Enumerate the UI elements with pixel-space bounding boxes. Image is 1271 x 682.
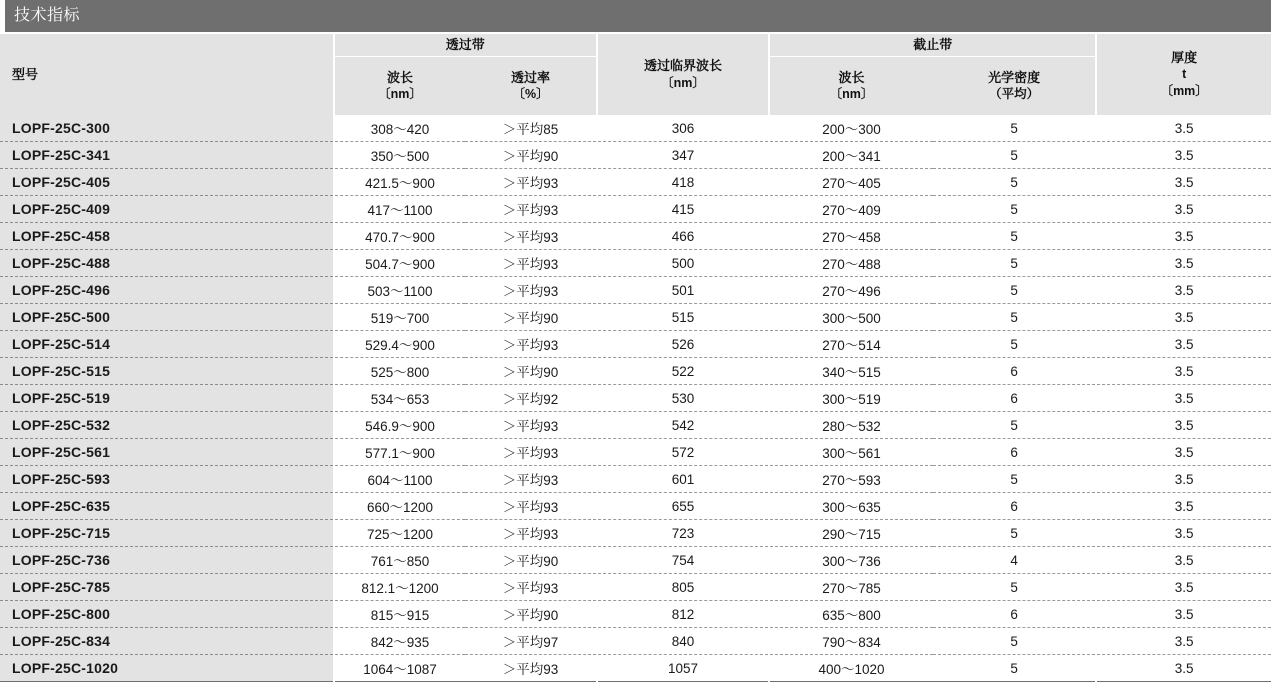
cell-stop-wavelength: 400〜1020 (769, 655, 933, 682)
cell-pass-wavelength: 815〜915 (334, 601, 466, 628)
cell-transmittance: ＞平均92 (465, 385, 597, 412)
column-header-thickness-unit: 〔mm〕 (1160, 84, 1208, 99)
cell-stop-wavelength: 270〜496 (769, 277, 933, 304)
cell-model: LOPF-25C-1020 (0, 655, 334, 682)
column-header-transmittance (465, 57, 597, 116)
cell-stop-wavelength: 270〜514 (769, 331, 933, 358)
cell-model: LOPF-25C-514 (0, 331, 334, 358)
cell-pass-wavelength: 577.1〜900 (334, 439, 466, 466)
cell-transmittance: ＞平均90 (465, 304, 597, 331)
table-row (0, 277, 1271, 304)
table-row (0, 331, 1271, 358)
section-title-bar (0, 0, 1271, 32)
cell-optical-density: 5 (933, 169, 1097, 196)
cell-thickness: 3.5 (1096, 223, 1271, 250)
cell-pass-wavelength: 529.4〜900 (334, 331, 466, 358)
cell-model: LOPF-25C-300 (0, 115, 334, 142)
cell-model: LOPF-25C-341 (0, 142, 334, 169)
cell-optical-density: 5 (933, 655, 1097, 682)
cell-stop-wavelength: 270〜593 (769, 466, 933, 493)
cell-model: LOPF-25C-593 (0, 466, 334, 493)
cell-model: LOPF-25C-800 (0, 601, 334, 628)
cell-transmittance: ＞平均93 (465, 655, 597, 682)
cell-pass-wavelength: 534〜653 (334, 385, 466, 412)
cell-model: LOPF-25C-834 (0, 628, 334, 655)
cell-optical-density: 5 (933, 223, 1097, 250)
cell-stop-wavelength: 270〜488 (769, 250, 933, 277)
cell-stop-wavelength: 635〜800 (769, 601, 933, 628)
column-header-stop-wavelength-label: 波长 (838, 69, 865, 85)
cell-optical-density: 5 (933, 412, 1097, 439)
column-header-optical-density-unit: （平均） (989, 87, 1040, 102)
cell-thickness: 3.5 (1096, 520, 1271, 547)
table-row (0, 655, 1271, 682)
cell-optical-density: 6 (933, 493, 1097, 520)
cell-optical-density: 5 (933, 466, 1097, 493)
cell-cutoff-wavelength: 415 (597, 196, 769, 223)
cell-transmittance: ＞平均90 (465, 358, 597, 385)
cell-transmittance: ＞平均90 (465, 142, 597, 169)
cell-transmittance: ＞平均93 (465, 277, 597, 304)
table-row (0, 574, 1271, 601)
cell-transmittance: ＞平均93 (465, 574, 597, 601)
cell-optical-density: 5 (933, 277, 1097, 304)
cell-stop-wavelength: 340〜515 (769, 358, 933, 385)
cell-cutoff-wavelength: 515 (597, 304, 769, 331)
cell-transmittance: ＞平均85 (465, 115, 597, 142)
cell-optical-density: 6 (933, 385, 1097, 412)
cell-thickness: 3.5 (1096, 466, 1271, 493)
column-group-stop-band: 截止带 (769, 34, 1096, 57)
cell-thickness: 3.5 (1096, 601, 1271, 628)
cell-cutoff-wavelength: 530 (597, 385, 769, 412)
cell-cutoff-wavelength: 840 (597, 628, 769, 655)
cell-cutoff-wavelength: 812 (597, 601, 769, 628)
cell-thickness: 3.5 (1096, 196, 1271, 223)
cell-cutoff-wavelength: 754 (597, 547, 769, 574)
cell-optical-density: 5 (933, 115, 1097, 142)
cell-thickness: 3.5 (1096, 142, 1271, 169)
cell-pass-wavelength: 470.7〜900 (334, 223, 466, 250)
cell-optical-density: 5 (933, 331, 1097, 358)
table-row (0, 628, 1271, 655)
cell-stop-wavelength: 200〜300 (769, 115, 933, 142)
cell-transmittance: ＞平均93 (465, 466, 597, 493)
cell-transmittance: ＞平均90 (465, 601, 597, 628)
cell-optical-density: 6 (933, 439, 1097, 466)
cell-thickness: 3.5 (1096, 277, 1271, 304)
column-header-cutoff-wavelength (597, 34, 769, 115)
cell-thickness: 3.5 (1096, 358, 1271, 385)
cell-thickness: 3.5 (1096, 115, 1271, 142)
cell-thickness: 3.5 (1096, 628, 1271, 655)
cell-stop-wavelength: 290〜715 (769, 520, 933, 547)
table-header-group-row (0, 34, 1271, 57)
cell-optical-density: 5 (933, 142, 1097, 169)
column-header-transmittance-label: 透过率 (511, 69, 551, 85)
column-header-stop-wavelength (769, 57, 933, 116)
cell-model: LOPF-25C-736 (0, 547, 334, 574)
table-row (0, 385, 1271, 412)
cell-model: LOPF-25C-785 (0, 574, 334, 601)
cell-thickness: 3.5 (1096, 493, 1271, 520)
cell-stop-wavelength: 270〜458 (769, 223, 933, 250)
cell-pass-wavelength: 503〜1100 (334, 277, 466, 304)
cell-thickness: 3.5 (1096, 331, 1271, 358)
cell-model: LOPF-25C-458 (0, 223, 334, 250)
cell-model: LOPF-25C-635 (0, 493, 334, 520)
cell-model: LOPF-25C-488 (0, 250, 334, 277)
table-row (0, 601, 1271, 628)
page-title: 技术指标 (14, 7, 81, 24)
cell-cutoff-wavelength: 542 (597, 412, 769, 439)
cell-model: LOPF-25C-409 (0, 196, 334, 223)
table-header (0, 34, 1271, 115)
cell-pass-wavelength: 350〜500 (334, 142, 466, 169)
cell-cutoff-wavelength: 526 (597, 331, 769, 358)
cell-transmittance: ＞平均93 (465, 250, 597, 277)
cell-pass-wavelength: 546.9〜900 (334, 412, 466, 439)
table-row (0, 115, 1271, 142)
cell-optical-density: 5 (933, 628, 1097, 655)
cell-transmittance: ＞平均93 (465, 520, 597, 547)
cell-pass-wavelength: 519〜700 (334, 304, 466, 331)
cell-stop-wavelength: 790〜834 (769, 628, 933, 655)
cell-optical-density: 5 (933, 250, 1097, 277)
cell-cutoff-wavelength: 1057 (597, 655, 769, 682)
table-row (0, 142, 1271, 169)
cell-optical-density: 6 (933, 601, 1097, 628)
cell-model: LOPF-25C-500 (0, 304, 334, 331)
cell-cutoff-wavelength: 601 (597, 466, 769, 493)
column-header-pass-wavelength-label: 波长 (387, 69, 414, 85)
column-header-optical-density (933, 57, 1097, 116)
specifications-table (0, 34, 1271, 682)
cell-model: LOPF-25C-496 (0, 277, 334, 304)
cell-optical-density: 5 (933, 196, 1097, 223)
table-row (0, 196, 1271, 223)
cell-model: LOPF-25C-519 (0, 385, 334, 412)
cell-stop-wavelength: 280〜532 (769, 412, 933, 439)
cell-pass-wavelength: 417〜1100 (334, 196, 466, 223)
table-row (0, 304, 1271, 331)
cell-model: LOPF-25C-715 (0, 520, 334, 547)
cell-pass-wavelength: 761〜850 (334, 547, 466, 574)
cell-stop-wavelength: 300〜635 (769, 493, 933, 520)
cell-stop-wavelength: 300〜561 (769, 439, 933, 466)
table-row (0, 439, 1271, 466)
cell-stop-wavelength: 300〜500 (769, 304, 933, 331)
cell-transmittance: ＞平均93 (465, 223, 597, 250)
column-header-pass-wavelength-unit: 〔nm〕 (378, 87, 422, 102)
cell-cutoff-wavelength: 500 (597, 250, 769, 277)
cell-transmittance: ＞平均90 (465, 547, 597, 574)
cell-thickness: 3.5 (1096, 385, 1271, 412)
cell-pass-wavelength: 421.5〜900 (334, 169, 466, 196)
cell-stop-wavelength: 300〜519 (769, 385, 933, 412)
column-group-pass-band: 透过带 (334, 34, 597, 57)
cell-pass-wavelength: 660〜1200 (334, 493, 466, 520)
cell-stop-wavelength: 300〜736 (769, 547, 933, 574)
cell-stop-wavelength: 270〜409 (769, 196, 933, 223)
cell-pass-wavelength: 525〜800 (334, 358, 466, 385)
column-header-thickness-symbol: t (1182, 67, 1187, 82)
cell-transmittance: ＞平均93 (465, 493, 597, 520)
table-row (0, 466, 1271, 493)
cell-cutoff-wavelength: 306 (597, 115, 769, 142)
cell-thickness: 3.5 (1096, 169, 1271, 196)
column-header-optical-density-label: 光学密度 (988, 69, 1041, 85)
cell-stop-wavelength: 270〜785 (769, 574, 933, 601)
cell-thickness: 3.5 (1096, 439, 1271, 466)
cell-model: LOPF-25C-405 (0, 169, 334, 196)
table-row (0, 412, 1271, 439)
cell-model: LOPF-25C-532 (0, 412, 334, 439)
cell-stop-wavelength: 270〜405 (769, 169, 933, 196)
cell-transmittance: ＞平均93 (465, 331, 597, 358)
column-header-thickness (1096, 34, 1271, 115)
column-header-cutoff-wavelength-label: 透过临界波长 (644, 58, 723, 74)
table-body (0, 115, 1271, 682)
cell-transmittance: ＞平均93 (465, 439, 597, 466)
table-row (0, 493, 1271, 520)
table-row (0, 223, 1271, 250)
cell-pass-wavelength: 1064〜1087 (334, 655, 466, 682)
cell-thickness: 3.5 (1096, 574, 1271, 601)
cell-pass-wavelength: 504.7〜900 (334, 250, 466, 277)
cell-cutoff-wavelength: 466 (597, 223, 769, 250)
cell-cutoff-wavelength: 572 (597, 439, 769, 466)
cell-cutoff-wavelength: 522 (597, 358, 769, 385)
cell-cutoff-wavelength: 418 (597, 169, 769, 196)
column-header-model: 型号 (0, 34, 334, 115)
cell-optical-density: 5 (933, 304, 1097, 331)
column-header-stop-wavelength-unit: 〔nm〕 (829, 87, 874, 102)
cell-transmittance: ＞平均93 (465, 412, 597, 439)
cell-optical-density: 4 (933, 547, 1097, 574)
cell-pass-wavelength: 725〜1200 (334, 520, 466, 547)
cell-model: LOPF-25C-515 (0, 358, 334, 385)
cell-thickness: 3.5 (1096, 250, 1271, 277)
cell-pass-wavelength: 812.1〜1200 (334, 574, 466, 601)
column-header-cutoff-wavelength-unit: 〔nm〕 (661, 75, 705, 90)
cell-thickness: 3.5 (1096, 547, 1271, 574)
table-row (0, 520, 1271, 547)
cell-optical-density: 5 (933, 574, 1097, 601)
table-row (0, 169, 1271, 196)
cell-cutoff-wavelength: 805 (597, 574, 769, 601)
cell-cutoff-wavelength: 501 (597, 277, 769, 304)
column-header-pass-wavelength (334, 57, 466, 116)
column-header-thickness-label: 厚度 (1171, 49, 1198, 65)
cell-thickness: 3.5 (1096, 304, 1271, 331)
cell-transmittance: ＞平均97 (465, 628, 597, 655)
table-row (0, 547, 1271, 574)
table-row (0, 250, 1271, 277)
cell-cutoff-wavelength: 723 (597, 520, 769, 547)
cell-thickness: 3.5 (1096, 412, 1271, 439)
cell-stop-wavelength: 200〜341 (769, 142, 933, 169)
cell-cutoff-wavelength: 655 (597, 493, 769, 520)
cell-pass-wavelength: 604〜1100 (334, 466, 466, 493)
cell-transmittance: ＞平均93 (465, 196, 597, 223)
column-header-transmittance-unit: 〔%〕 (512, 87, 549, 102)
cell-cutoff-wavelength: 347 (597, 142, 769, 169)
cell-pass-wavelength: 308〜420 (334, 115, 466, 142)
cell-optical-density: 5 (933, 520, 1097, 547)
cell-model: LOPF-25C-561 (0, 439, 334, 466)
cell-pass-wavelength: 842〜935 (334, 628, 466, 655)
table-row (0, 358, 1271, 385)
cell-optical-density: 6 (933, 358, 1097, 385)
cell-thickness: 3.5 (1096, 655, 1271, 682)
cell-transmittance: ＞平均93 (465, 169, 597, 196)
